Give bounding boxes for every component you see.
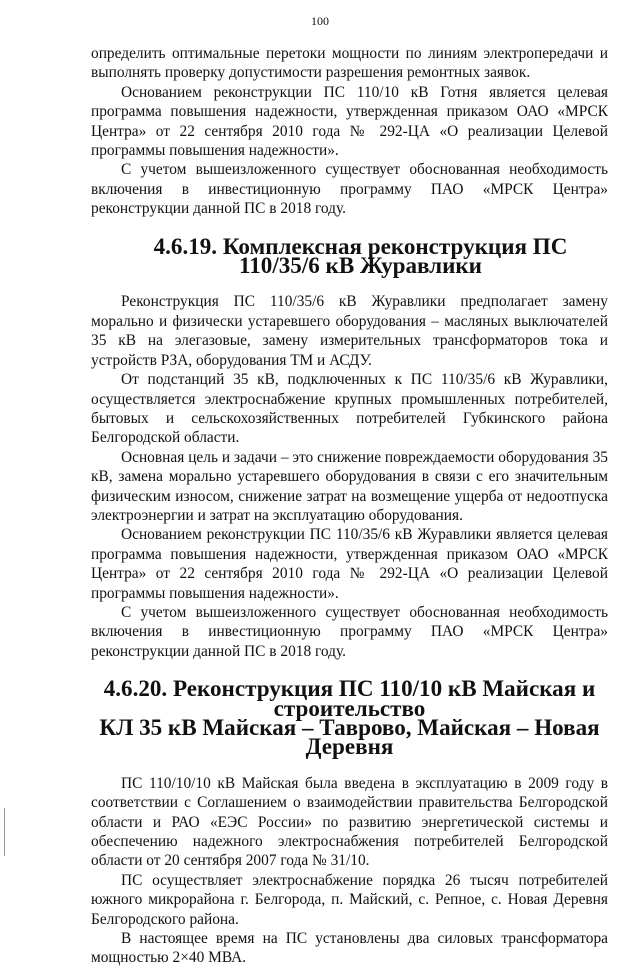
paragraph: От подстанций 35 кВ, подключенных к ПС 110/35/6 кВ Журавлики, осуществляется электроснабжение крупных промышленных потребителей, бытовых и сельскохозяйственных потребителей Губкинского района Белгородской области. (91, 371, 608, 447)
paragraph: С учетом вышеизложенного существует обоснованная необходимость включения в инвестиционную программу ПАО «МРСК Центра» реконструкции данной ПС в 2018 году. (91, 161, 608, 218)
paragraph: ПС 110/10/10 кВ Майская была введена в эксплуатацию в 2009 году в соответствии с Соглашением о взаимодействии правительства Белгородской области и РАО «ЕЭС России» по развитию энергетической системы и обеспечению надежного электроснабжения потребителей Белгородской области от 20 сентября 2007 года № 31/10. (91, 774, 608, 870)
paragraph: Реконструкция ПС 110/35/6 кВ Журавлики предполагает замену морально и физически устаревшего оборудования – масляных выключателей 35 кВ на элегазовые, замену измерительных трансформаторов тока и устройств РЗА, оборудования ТМ и АСДУ. (91, 293, 608, 369)
page-number: 100 (311, 14, 329, 28)
paragraph: Основанием реконструкции ПС 110/35/6 кВ Журавлики является целевая программа повышения надежности, утвержденная приказом ОАО «МРСК Центра» от 22 сентября 2010 года № 292-ЦА «О реализации Целевой программы повышения надежности». (91, 526, 608, 602)
paragraph: определить оптимальные перетоки мощности по линиям электропередачи и выполнять проверку допустимости разрешения ремонтных заявок. (91, 45, 608, 82)
paragraph: Основанием реконструкции ПС 110/10 кВ Готня является целевая программа повышения надежности, утвержденная приказом ОАО «МРСК Центра» от 22 сентября 2010 года № 292-ЦА «О реализации Целевой программы повышения надежности». (91, 83, 608, 160)
document-body (91, 44, 608, 968)
scan-edge-mark (4, 808, 5, 856)
paragraph: В настоящее время на ПС установлены два силовых трансформатора мощностью 2×40 МВА. (91, 930, 608, 967)
section-heading-4-6-19: 4.6.19. Комплексная реконструкция ПС 110/35/6 кВ Журавлики (153, 232, 568, 279)
paragraph: Основная цель и задачи – это снижение повреждаемости оборудования 35 кВ, замена морально устаревшего оборудования в связи с его значительным физическим износом, снижение затрат на возмещение ущерба от недоотпуска электроэнергии и затрат на эксплуатацию оборудования. (91, 448, 608, 524)
paragraph: ПС осуществляет электроснабжение порядка 26 тысяч потребителей южного микрорайона г. Белгорода, п. Майский, с. Репное, с. Новая Деревня Белгородского района. (91, 871, 608, 928)
section-heading-line: 4.6.20. Реконструкция ПС 110/10 кВ Майская и строительство (103, 675, 596, 721)
section-heading-4-6-20 (91, 675, 608, 760)
section-heading-line: КЛ 35 кВ Майская – Таврово, Майская – Новая Деревня (99, 714, 600, 760)
paragraph: С учетом вышеизложенного существует обоснованная необходимость включения в инвестиционную программу ПАО «МРСК Центра» реконструкции данной ПС в 2018 году. (91, 603, 608, 660)
